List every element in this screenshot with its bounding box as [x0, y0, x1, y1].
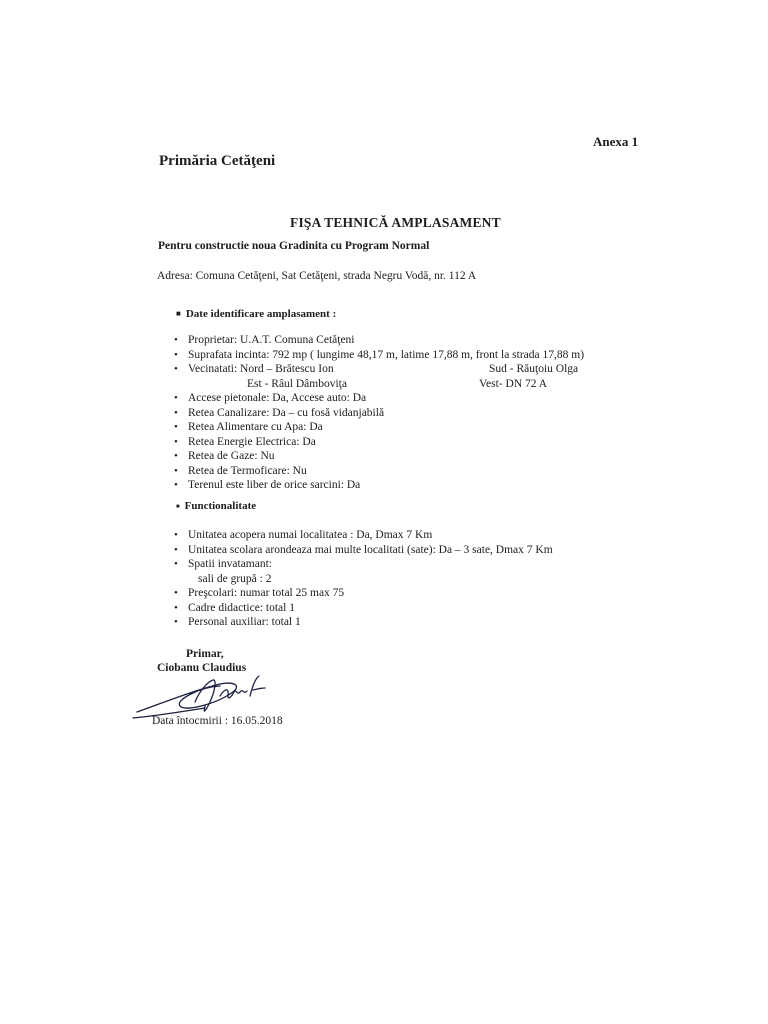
address-line: Adresa: Comuna Cetăţeni, Sat Cetăţeni, strada Negru Vodă, nr. 112 A: [157, 270, 477, 282]
bullet-icon: •: [174, 421, 178, 433]
bullet-icon: •: [174, 587, 178, 599]
bullet-icon: •: [174, 334, 178, 346]
list-item: • Suprafata incinta: 792 mp ( lungime 48,17 m, latime 17,88 m, front la strada 17,88 m): [174, 348, 585, 361]
bullet-icon: •: [174, 363, 178, 375]
list-item: • Retea Energie Electrica: Da: [174, 435, 316, 448]
signature-name: Ciobanu Claudius: [157, 662, 247, 674]
bullet-icon: •: [174, 616, 178, 628]
list-item: • Retea de Termoficare: Nu: [174, 464, 307, 477]
document-subtitle: Pentru constructie noua Gradinita cu Program Normal: [158, 240, 430, 252]
list-item-sub: sali de grupă : 2: [198, 572, 272, 585]
list-item: • Proprietar: U.A.T. Comuna Cetăţeni: [174, 334, 355, 346]
signature-role: Primar,: [186, 648, 224, 660]
neighbor-sud: Sud - Răuţoiu Olga: [489, 363, 579, 375]
identification-list: [174, 333, 584, 493]
bullet-icon: •: [174, 435, 178, 448]
list-item: • Unitatea scolara arondeaza mai multe localitati (sate): Da – 3 sate, Dmax 7 Km: [174, 543, 553, 556]
document-title: FIŞA TEHNICĂ AMPLASAMENT: [290, 215, 501, 230]
functionality-list: [174, 528, 553, 630]
bullet-icon: •: [174, 601, 178, 614]
section-identification-heading: [176, 308, 336, 320]
bullet-icon: •: [174, 392, 178, 404]
list-item: • Vecinatati: Nord – Brătescu Ion Sud - Răuţoiu Olga: [174, 363, 579, 375]
bullet-icon: •: [174, 529, 178, 541]
list-item: • Preşcolari: numar total 25 max 75: [174, 587, 345, 599]
section-functionality-title: Functionalitate: [184, 500, 257, 512]
list-item: • Retea Canalizare: Da – cu fosă vidanjabilă: [174, 406, 385, 419]
list-item: • Personal auxiliar: total 1: [174, 616, 301, 628]
list-item: • Retea Alimentare cu Apa: Da: [174, 421, 323, 433]
section-functionality-heading: [176, 500, 256, 512]
neighbor-vest: Vest- DN 72 A: [479, 377, 548, 390]
list-item: • Accese pietonale: Da, Accese auto: Da: [174, 392, 367, 404]
bullet-icon: •: [174, 479, 178, 491]
neighbor-est: Est - Râul Dâmboviţa: [247, 377, 347, 390]
bullet-icon: •: [174, 348, 178, 361]
annex-label: Anexa 1: [593, 134, 639, 149]
bullet-icon: •: [174, 450, 178, 462]
institution-name: Primăria Cetăţeni: [159, 153, 276, 169]
list-item-continuation: [174, 377, 584, 392]
square-bullet-icon: ■: [176, 309, 181, 318]
section-identification-title: Date identificare amplasament :: [185, 308, 337, 320]
bullet-icon: •: [174, 558, 178, 570]
list-item: • Cadre didactice: total 1: [174, 601, 295, 614]
list-item: • Spatii invatamant:: [174, 558, 272, 570]
list-item: • Retea de Gaze: Nu: [174, 450, 275, 462]
list-item: • Unitatea acopera numai localitatea : Da, Dmax 7 Km: [174, 529, 433, 541]
bullet-icon: •: [174, 464, 178, 477]
date-drawn-up: Data întocmirii : 16.05.2018: [152, 715, 283, 727]
bullet-icon: •: [174, 543, 178, 556]
square-bullet-icon: ■: [176, 504, 180, 510]
bullet-icon: •: [174, 406, 178, 419]
list-item: • Terenul este liber de orice sarcini: Da: [174, 479, 361, 491]
